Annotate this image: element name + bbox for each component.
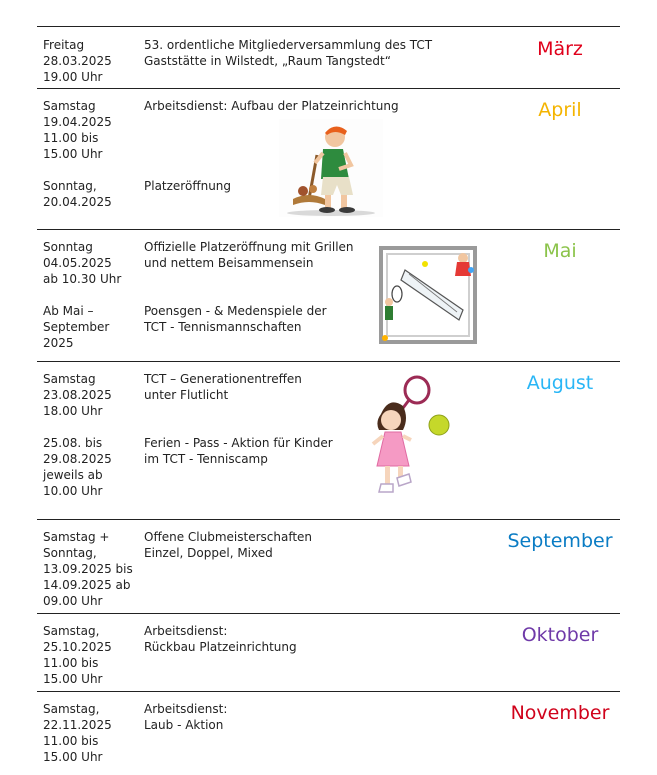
event-date: 25.08. bis 29.08.2025 jeweils ab 10.00 Uhr xyxy=(43,436,112,498)
event-description: Poensgen - & Medenspiele der TCT - Tennismannschaften xyxy=(144,304,327,334)
event-description: Offizielle Platzeröffnung mit Grillen und nettem Beisammensein xyxy=(144,240,354,270)
event-description: Offene Clubmeisterschaften Einzel, Doppel, Mixed xyxy=(144,530,313,560)
event-description: Arbeitsdienst: Laub - Aktion xyxy=(144,702,228,732)
schedule-row-november xyxy=(37,691,620,772)
event-date: Samstag 23.08.2025 18.00 Uhr xyxy=(43,372,112,418)
month-label-maerz: März xyxy=(537,38,583,60)
schedule-row-september xyxy=(37,519,620,613)
tennis-court-kids-illustration xyxy=(377,242,481,348)
month-label-april: April xyxy=(538,99,582,121)
tennis-girl-illustration xyxy=(363,374,455,498)
event-date: Ab Mai – September 2025 xyxy=(43,304,110,350)
schedule-row-april xyxy=(37,88,620,229)
event-date: Freitag 28.03.2025 19.00 Uhr xyxy=(43,38,112,84)
event-date: Sonntag, 20.04.2025 xyxy=(43,179,112,209)
event-description: Platzeröffnung xyxy=(144,179,232,193)
event-description: Ferien - Pass - Aktion für Kinder im TCT - Tenniscamp xyxy=(144,436,333,466)
month-label-november: November xyxy=(510,702,610,724)
event-date: Samstag + Sonntag, 13.09.2025 bis 14.09.2025 ab 09.00 Uhr xyxy=(43,530,133,608)
event-description: Arbeitsdienst: Aufbau der Platzeinrichtung xyxy=(144,99,399,113)
month-label-september: September xyxy=(507,530,613,552)
schedule-row-oktober xyxy=(37,613,620,691)
event-description: Arbeitsdienst: Rückbau Platzeinrichtung xyxy=(144,624,297,654)
schedule-row-august xyxy=(37,361,620,519)
month-label-oktober: Oktober xyxy=(521,624,599,646)
event-date: Samstag, 25.10.2025 11.00 bis 15.00 Uhr xyxy=(43,624,112,686)
schedule-row-maerz xyxy=(37,26,620,88)
month-label-august: August xyxy=(526,372,594,394)
event-description: 53. ordentliche Mitgliederversammlung des TCT Gaststätte in Wilstedt, „Raum Tangstedt“ xyxy=(144,38,433,68)
event-date: Samstag 19.04.2025 11.00 bis 15.00 Uhr xyxy=(43,99,112,161)
schedule-row-mai xyxy=(37,229,620,361)
event-schedule xyxy=(37,26,620,772)
event-date: Samstag, 22.11.2025 11.00 bis 15.00 Uhr xyxy=(43,702,112,764)
month-label-mai: Mai xyxy=(543,240,577,262)
event-description: TCT – Generationentreffen unter Flutlicht xyxy=(144,372,302,402)
event-date: Sonntag 04.05.2025 ab 10.30 Uhr xyxy=(43,240,122,286)
raking-man-illustration xyxy=(279,119,383,217)
